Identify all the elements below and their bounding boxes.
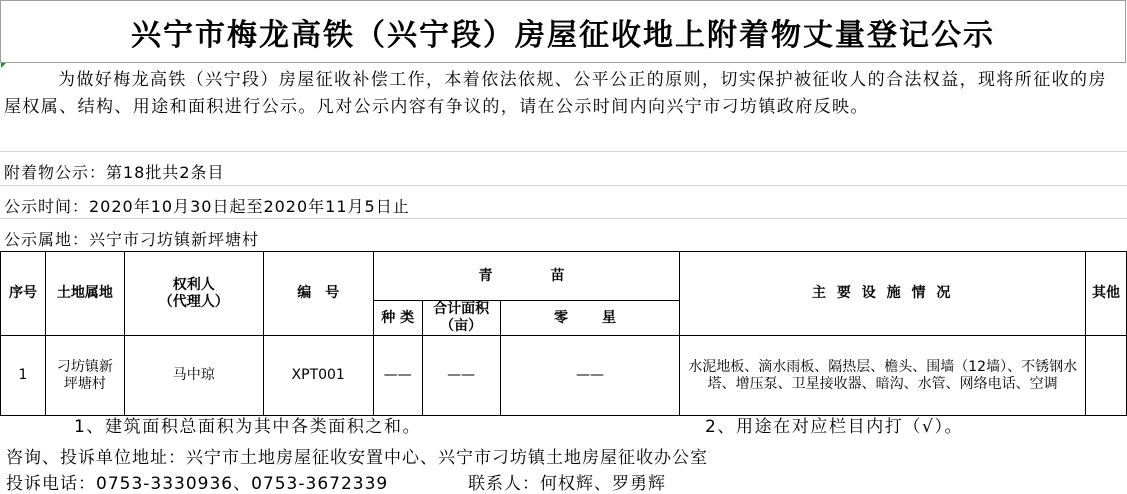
header-crop-area-line1: 合计面积	[433, 301, 490, 317]
consult-address: 咨询、投诉单位地址：兴宁市土地房屋征收安置中心、兴宁市刁坊镇土地房屋征收办公室	[6, 448, 708, 468]
header-owner-line2: （代理人）	[158, 293, 229, 310]
row-divider	[0, 218, 1127, 219]
row-divider	[0, 151, 1127, 152]
header-crop-type: 种 类	[373, 301, 422, 336]
batch-info: 附着物公示：第18批共2条目	[4, 163, 225, 182]
cell-owner: 马中琼	[124, 336, 263, 416]
notice-title: 兴宁市梅龙高铁（兴宁段）房屋征收地上附着物丈量登记公示	[0, 0, 1126, 63]
row-divider	[0, 185, 1127, 186]
header-other: 其他	[1085, 252, 1126, 336]
header-code: 编 号	[263, 252, 373, 336]
contact-persons: 联系人：何权辉、罗勇辉	[468, 474, 666, 494]
header-crop-area	[422, 301, 500, 336]
header-crops: 青 苗	[373, 252, 680, 301]
intro-paragraph: 为做好梅龙高铁（兴宁段）房屋征收补偿工作，本着依法依规、公平公正的原则，切实保护被征收人的合法权益，现将所征收的房屋权属、结构、用途和面积进行公示。凡对公示内容有争议的，请在公示时间内向兴宁市刁坊镇政府反映。	[4, 70, 1107, 117]
cell-seq: 1	[1, 336, 46, 416]
complaint-phone: 投诉电话：0753-3330936、0753-3672339	[6, 474, 389, 494]
cell-facilities: 水泥地板、滴水雨板、隔热层、檐头、围墙（12墙）、不锈钢水塔、增压泵、卫星接收器、暗沟、水管、网络电话、空调	[680, 336, 1086, 416]
period-info: 公示时间：2020年10月30日起至2020年11月5日止	[4, 197, 410, 216]
header-seq: 序号	[1, 252, 46, 336]
header-crop-area-line2: （亩）	[440, 318, 483, 334]
cell-code: XPT001	[263, 336, 373, 416]
cell-scattered: ——	[500, 336, 680, 416]
cell-crop-type: ——	[373, 336, 422, 416]
note-area-total: 1、建筑面积总面积为其中各类面积之和。	[74, 417, 422, 437]
header-land: 土地属地	[45, 252, 124, 336]
cell-land: 刁坊镇新坪塘村	[45, 336, 124, 416]
cell-other	[1085, 336, 1126, 416]
location-info: 公示属地：兴宁市刁坊镇新坪塘村	[4, 230, 260, 249]
header-scattered: 零 星	[500, 301, 680, 336]
header-owner	[124, 252, 263, 336]
table-row	[1, 336, 1127, 416]
note-usage-mark: 2、用途在对应栏目内打（√）。	[705, 417, 964, 437]
header-owner-line1: 权利人	[172, 276, 215, 293]
survey-table	[0, 251, 1127, 416]
cell-crop-area: ——	[422, 336, 500, 416]
header-facilities: 主 要 设 施 情 况	[680, 252, 1086, 336]
